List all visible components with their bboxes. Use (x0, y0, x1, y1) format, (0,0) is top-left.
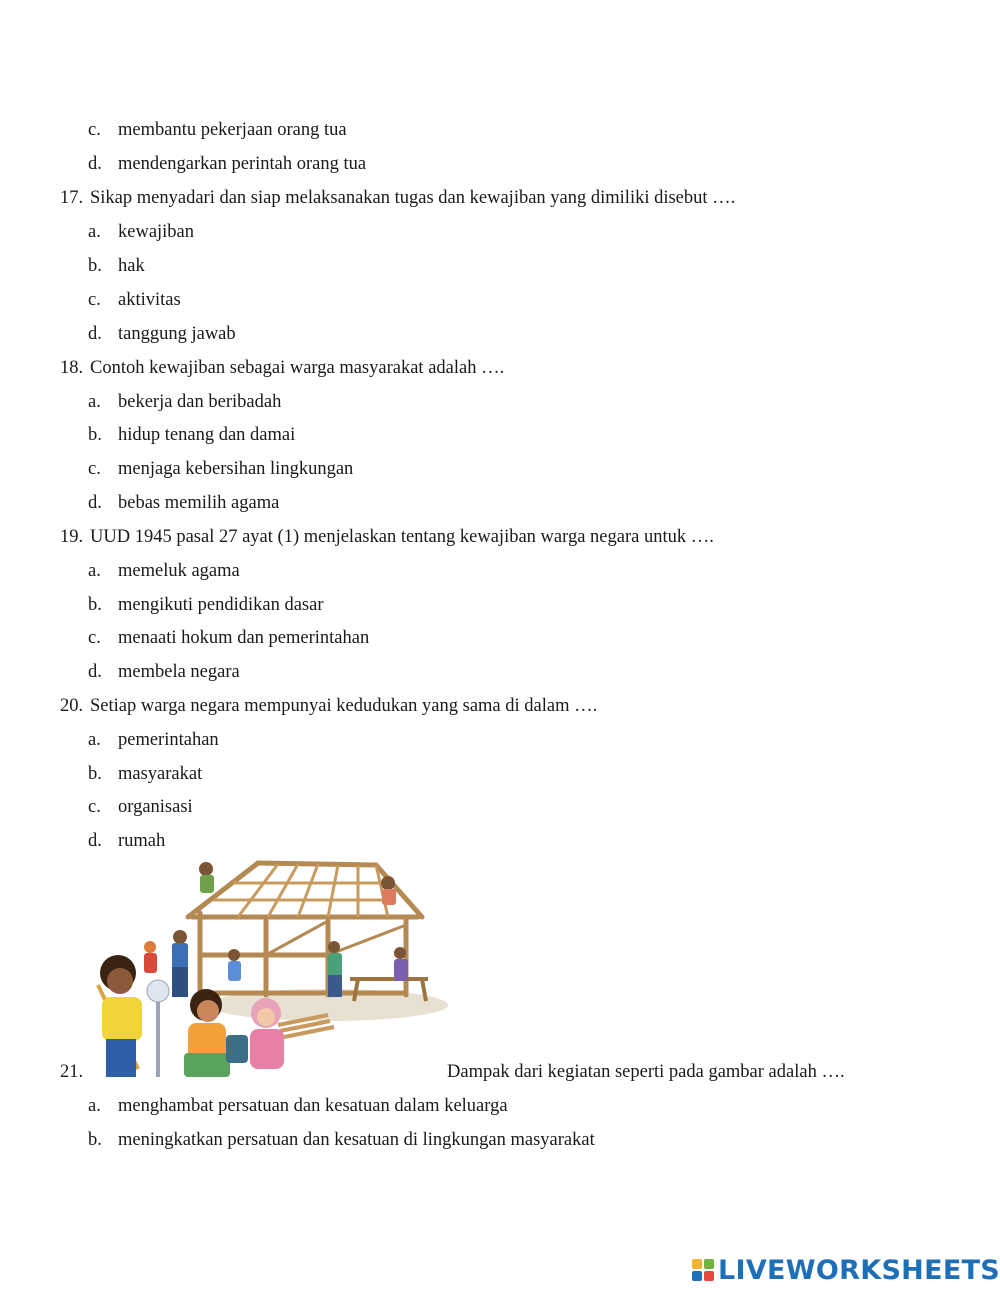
q19-option-d[interactable]: d. membela negara (88, 662, 240, 682)
q21-option-b[interactable]: b. meningkatkan persatuan dan kesatuan di lingkungan masyarakat (88, 1130, 595, 1150)
q18-option-c[interactable]: c. menjaga kebersihan lingkungan (88, 459, 354, 479)
q18-option-b[interactable]: b. hidup tenang dan damai (88, 425, 296, 445)
q20-option-b[interactable]: b. masyarakat (88, 764, 203, 784)
liveworksheets-brand[interactable] (692, 1255, 1000, 1285)
question-18: 18. Contoh kewajiban sebagai warga masyarakat adalah …. (60, 358, 505, 378)
q17-option-b[interactable]: b. hak (88, 256, 145, 276)
q21-option-a[interactable]: a. menghambat persatuan dan kesatuan dalam keluarga (88, 1096, 508, 1116)
liveworksheets-logo-icon (692, 1259, 714, 1281)
q19-option-b[interactable]: b. mengikuti pendidikan dasar (88, 595, 324, 615)
option-d[interactable]: d. mendengarkan perintah orang tua (88, 154, 367, 174)
q19-option-a[interactable]: a. memeluk agama (88, 561, 240, 581)
option-c[interactable]: c. membantu pekerjaan orang tua (88, 120, 347, 140)
question-19: 19. UUD 1945 pasal 27 ayat (1) menjelaskan tentang kewajiban warga negara untuk …. (60, 527, 714, 547)
q17-option-d[interactable]: d. tanggung jawab (88, 324, 236, 344)
q20-option-d[interactable]: d. rumah (88, 831, 166, 851)
question-21-text: Dampak dari kegiatan seperti pada gambar adalah …. (447, 1062, 845, 1082)
q17-option-c[interactable]: c. aktivitas (88, 290, 181, 310)
q20-option-a[interactable]: a. pemerintahan (88, 730, 219, 750)
q19-option-c[interactable]: c. menaati hokum dan pemerintahan (88, 628, 370, 648)
question-17: 17. Sikap menyadari dan siap melaksanakan tugas dan kewajiban yang dimiliki disebut …. (60, 188, 736, 208)
q18-option-a[interactable]: a. bekerja dan beribadah (88, 392, 282, 412)
brand-name: LIVEWORKSHEETS (718, 1254, 1000, 1286)
q17-option-a[interactable]: a. kewajiban (88, 222, 195, 242)
q18-option-d[interactable]: d. bebas memilih agama (88, 493, 280, 513)
question-21-number: 21. (60, 1062, 84, 1082)
question-20: 20. Setiap warga negara mempunyai kedudukan yang sama di dalam …. (60, 696, 598, 716)
q20-option-c[interactable]: c. organisasi (88, 797, 193, 817)
community-house-building-illustration (88, 855, 448, 1077)
